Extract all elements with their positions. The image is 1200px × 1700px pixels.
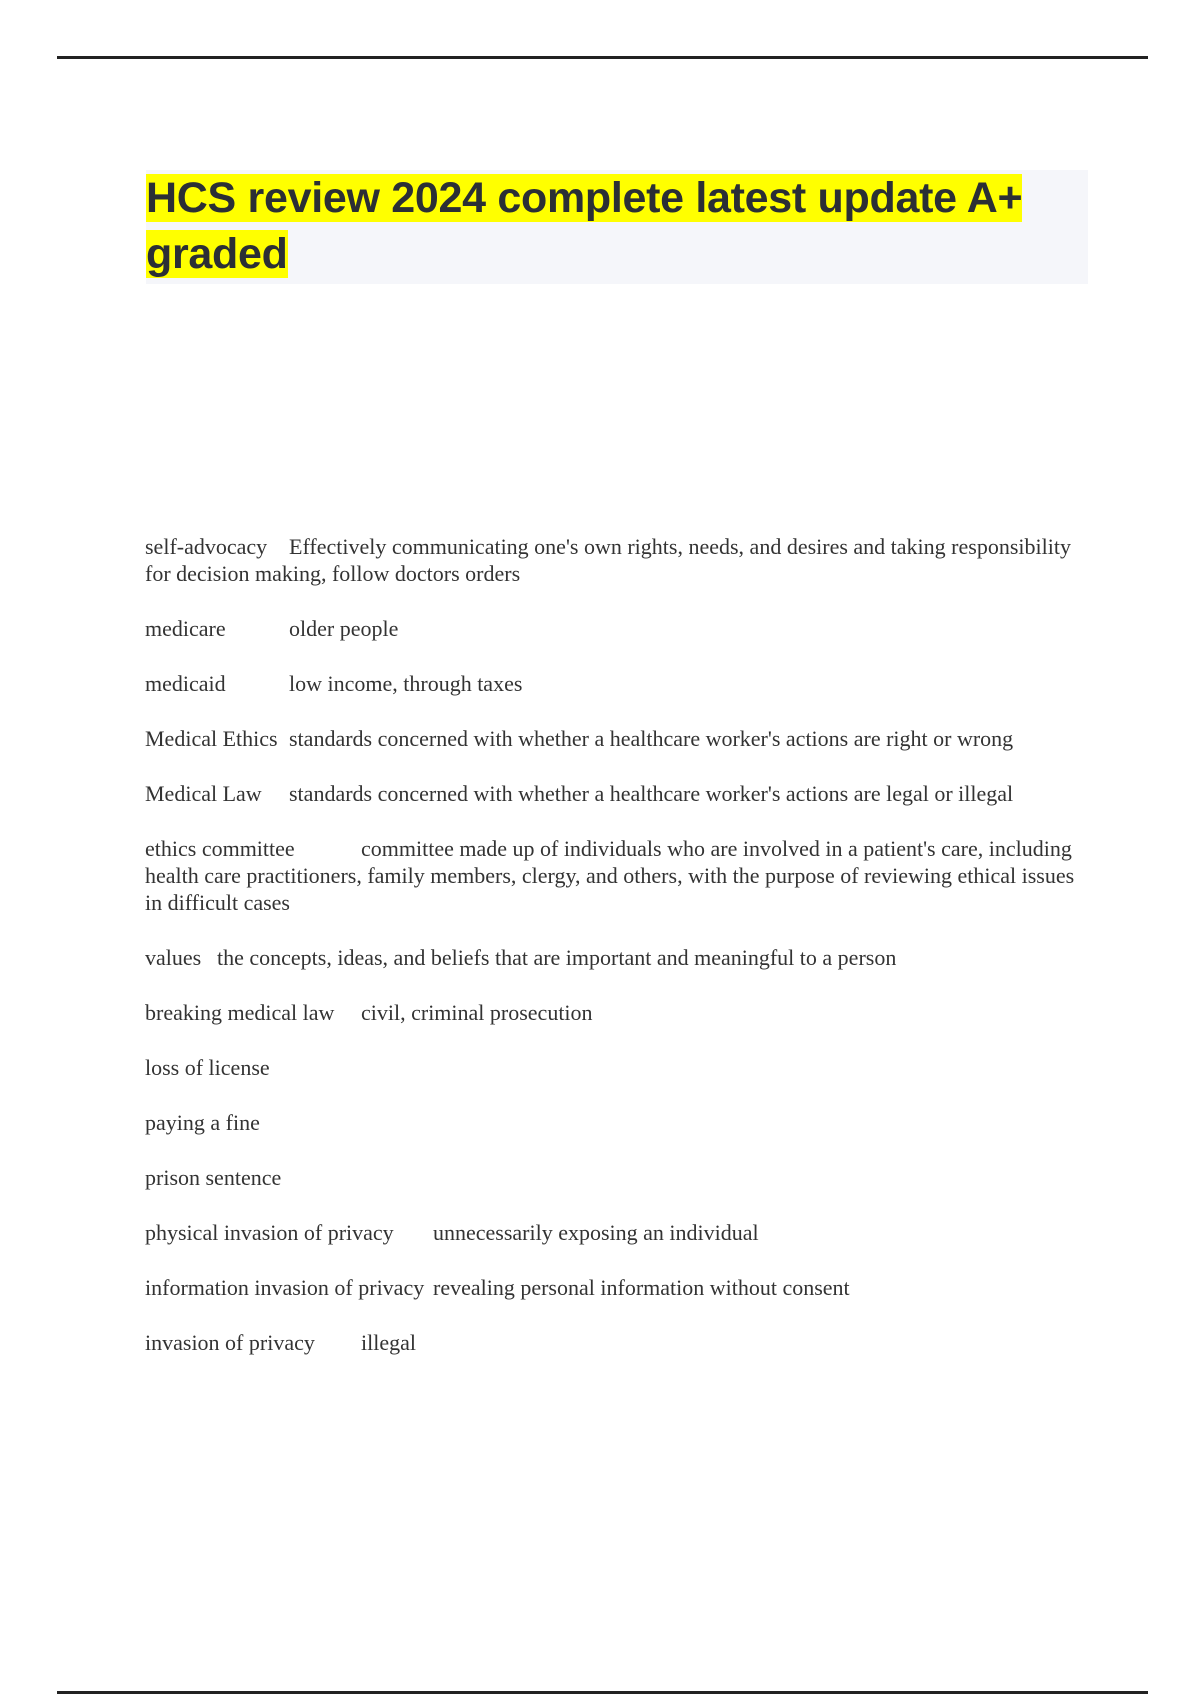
flashcard-entry: [145, 999, 1095, 1026]
term: breaking medical law: [145, 1000, 335, 1025]
flashcard-list: [145, 533, 1095, 1384]
flashcard-entry: [145, 670, 1095, 697]
header-rule: [57, 56, 1148, 59]
term: ethics committee: [145, 836, 295, 861]
definition: civil, criminal prosecution: [361, 1000, 593, 1025]
definition: low income, through taxes: [289, 671, 523, 696]
flashcard-entry: [145, 1219, 1095, 1246]
flashcard-entry: [145, 1109, 1095, 1136]
term: medicare: [145, 616, 226, 641]
definition: the concepts, ideas, and beliefs that are important and meaningful to a person: [217, 945, 897, 970]
definition: standards concerned with whether a healthcare worker's actions are right or wrong: [289, 726, 1014, 751]
definition: revealing personal information without consent: [433, 1275, 850, 1300]
term: Medical Ethics: [145, 726, 278, 751]
flashcard-entry: [145, 1329, 1095, 1356]
flashcard-entry: [145, 835, 1095, 916]
flashcard-entry: [145, 780, 1095, 807]
definition: unnecessarily exposing an individual: [433, 1220, 759, 1245]
flashcard-entry: [145, 1164, 1095, 1191]
footer-rule: [57, 1691, 1148, 1694]
flashcard-entry: [145, 615, 1095, 642]
term: invasion of privacy: [145, 1330, 315, 1355]
term: medicaid: [145, 671, 226, 696]
term: values: [145, 945, 202, 970]
document-title: [146, 170, 1088, 282]
definition: illegal: [361, 1330, 416, 1355]
term: physical invasion of privacy: [145, 1220, 394, 1245]
flashcard-entry: [145, 533, 1095, 587]
title-block: [146, 170, 1088, 284]
flashcard-entry: [145, 1054, 1095, 1081]
definition: committee made up of individuals who are involved in a patient's care, including health care practitioners, family members, clergy, and others, with the purpose of reviewing ethical issues in difficult cases: [145, 836, 1075, 915]
term: loss of license: [145, 1055, 270, 1080]
definition: older people: [289, 616, 399, 641]
definition: standards concerned with whether a healthcare worker's actions are legal or illegal: [289, 781, 1014, 806]
term: paying a fine: [145, 1110, 260, 1135]
term: information invasion of privacy: [145, 1275, 425, 1300]
term: self-advocacy: [145, 534, 268, 559]
term: Medical Law: [145, 781, 262, 806]
term: prison sentence: [145, 1165, 282, 1190]
flashcard-entry: [145, 725, 1095, 752]
flashcard-entry: [145, 1274, 1095, 1301]
definition: Effectively communicating one's own rights, needs, and desires and taking responsibility for decision making, follow doctors orders: [145, 534, 1071, 586]
flashcard-entry: [145, 944, 1095, 971]
title-highlight: HCS review 2024 complete latest update A+ graded: [146, 174, 1023, 278]
